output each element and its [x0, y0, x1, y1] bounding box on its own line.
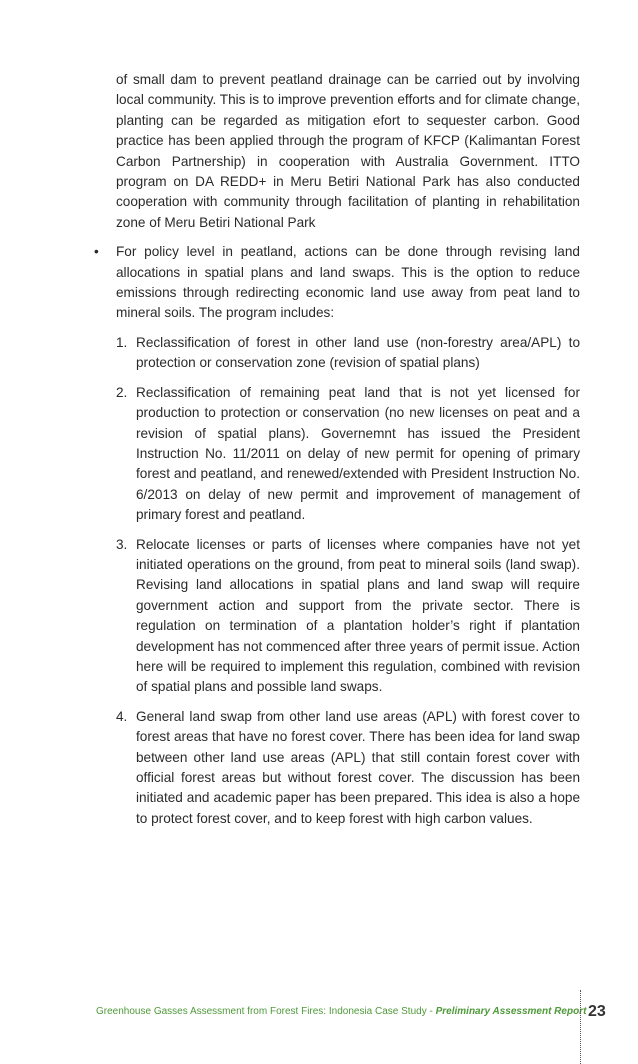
list-item: [116, 707, 580, 829]
footer-title: Greenhouse Gasses Assessment from Forest Fires: Indonesia Case Study -: [96, 1006, 436, 1017]
continuation-paragraph: of small dam to prevent peatland drainage can be carried out by involving local community. This is to improve prevention efforts and for climate change, planting can be regarded as mitigation efort to sequester carbon. Good practice has been applied through the program of KFCP (Kalimantan Forest Carbon Partnership) in cooperation with Australia Government. ITTO program on DA REDD+ in Meru Betiri National Park has also conducted cooperation with community through facilitation of planting in rehabilitation zone of Meru Betiri National Park: [116, 72, 580, 230]
bullet-text: For policy level in peatland, actions can be done through revising land allocations in spatial plans and land swaps. This is the option to reduce emissions through redirecting economic land use away from peat land to mineral soils. The program includes:: [116, 244, 580, 321]
list-number: 4.: [116, 708, 128, 724]
footer-running-title: [96, 1005, 587, 1019]
list-item-text: Relocate licenses or parts of licenses where companies have not yet initiated operations on the ground, from peat to mineral soils (land swap). Revising land allocations in spatial plans and land swap will require government action and support from the private sector. There is regulation on termination of a plantation holder’s right if plantation development has not commenced after three years of permit issue. Action here will be required to implement this regulation, combined with revision of spatial plans and possible land swaps.: [136, 536, 580, 695]
list-item: [116, 535, 580, 698]
list-number: 1.: [116, 334, 128, 350]
bullet-item: [60, 242, 580, 829]
page-number: 23: [588, 1003, 606, 1020]
footer-divider: [580, 990, 581, 1064]
list-item-text: General land swap from other land use areas (APL) with forest cover to forest areas that have no forest cover. There has been idea for land swap between other land use areas (APL) that still contain forest cover with official forest areas but without forest cover. The discussion has been initiated and academic paper has been prepared. This idea is also a hope to protect forest cover, and to keep forest with high carbon values.: [136, 708, 580, 826]
body-content: [60, 70, 580, 838]
list-item: [116, 333, 580, 374]
bullet-marker: •: [94, 244, 99, 260]
list-number: 2.: [116, 384, 128, 400]
numbered-list: [116, 333, 580, 829]
list-item: [116, 383, 580, 526]
footer-subtitle: Preliminary Assessment Report: [435, 1006, 587, 1017]
list-item-text: Reclassification of remaining peat land that is not yet licensed for production to protection or conservation (no new licenses on peat and a revision of spatial plans). Governemnt has issued the President Instruction No. 11/2011 on delay of new permit for opening of primary forest and peatland, and renewed/extended with President Instruction No. 6/2013 on delay of new permit and improvement of management of primary forest and peatland.: [136, 384, 580, 523]
list-number: 3.: [116, 536, 128, 552]
list-item-text: Reclassification of forest in other land use (non-forestry area/APL) to protection or conservation zone (revision of spatial plans): [136, 334, 580, 371]
